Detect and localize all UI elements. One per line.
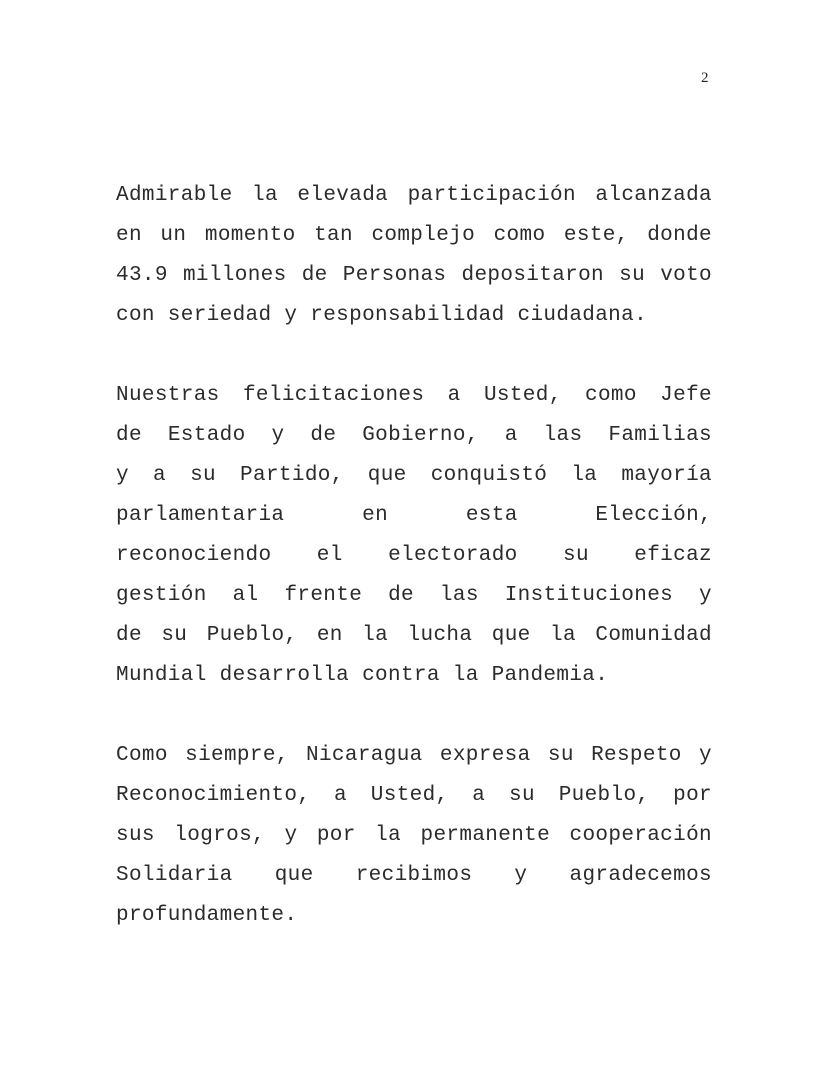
paragraph-congratulations	[116, 376, 712, 696]
text-line: en un momento tan complejo como este, donde	[116, 224, 712, 247]
text-line: reconociendo el electorado su eficaz	[116, 544, 712, 567]
text-line: de su Pueblo, en la lucha que la Comunidad	[116, 624, 712, 647]
text-line: 43.9 millones de Personas depositaron su voto	[116, 264, 712, 287]
text-line: de Estado y de Gobierno, a las Familias	[116, 424, 712, 447]
paragraph-recognition	[116, 736, 712, 936]
text-line: Mundial desarrolla contra la Pandemia.	[116, 664, 609, 687]
text-line: sus logros, y por la permanente cooperación	[116, 824, 712, 847]
text-line: Como siempre, Nicaragua expresa su Respeto y	[116, 744, 712, 767]
page-number: 2	[701, 70, 709, 86]
text-line: Solidaria que recibimos y agradecemos	[116, 864, 712, 887]
text-line: y a su Partido, que conquistó la mayoría	[116, 464, 712, 487]
text-line: parlamentaria en esta Elección,	[116, 504, 712, 527]
paragraph-participation	[116, 176, 712, 336]
text-line: Admirable la elevada participación alcanzada	[116, 184, 712, 207]
text-line: Reconocimiento, a Usted, a su Pueblo, por	[116, 784, 712, 807]
text-line: con seriedad y responsabilidad ciudadana.	[116, 304, 648, 327]
text-line: Nuestras felicitaciones a Usted, como Jefe	[116, 384, 712, 407]
text-line: profundamente.	[116, 904, 298, 927]
letter-body	[116, 176, 712, 936]
text-line: gestión al frente de las Instituciones y	[116, 584, 712, 607]
